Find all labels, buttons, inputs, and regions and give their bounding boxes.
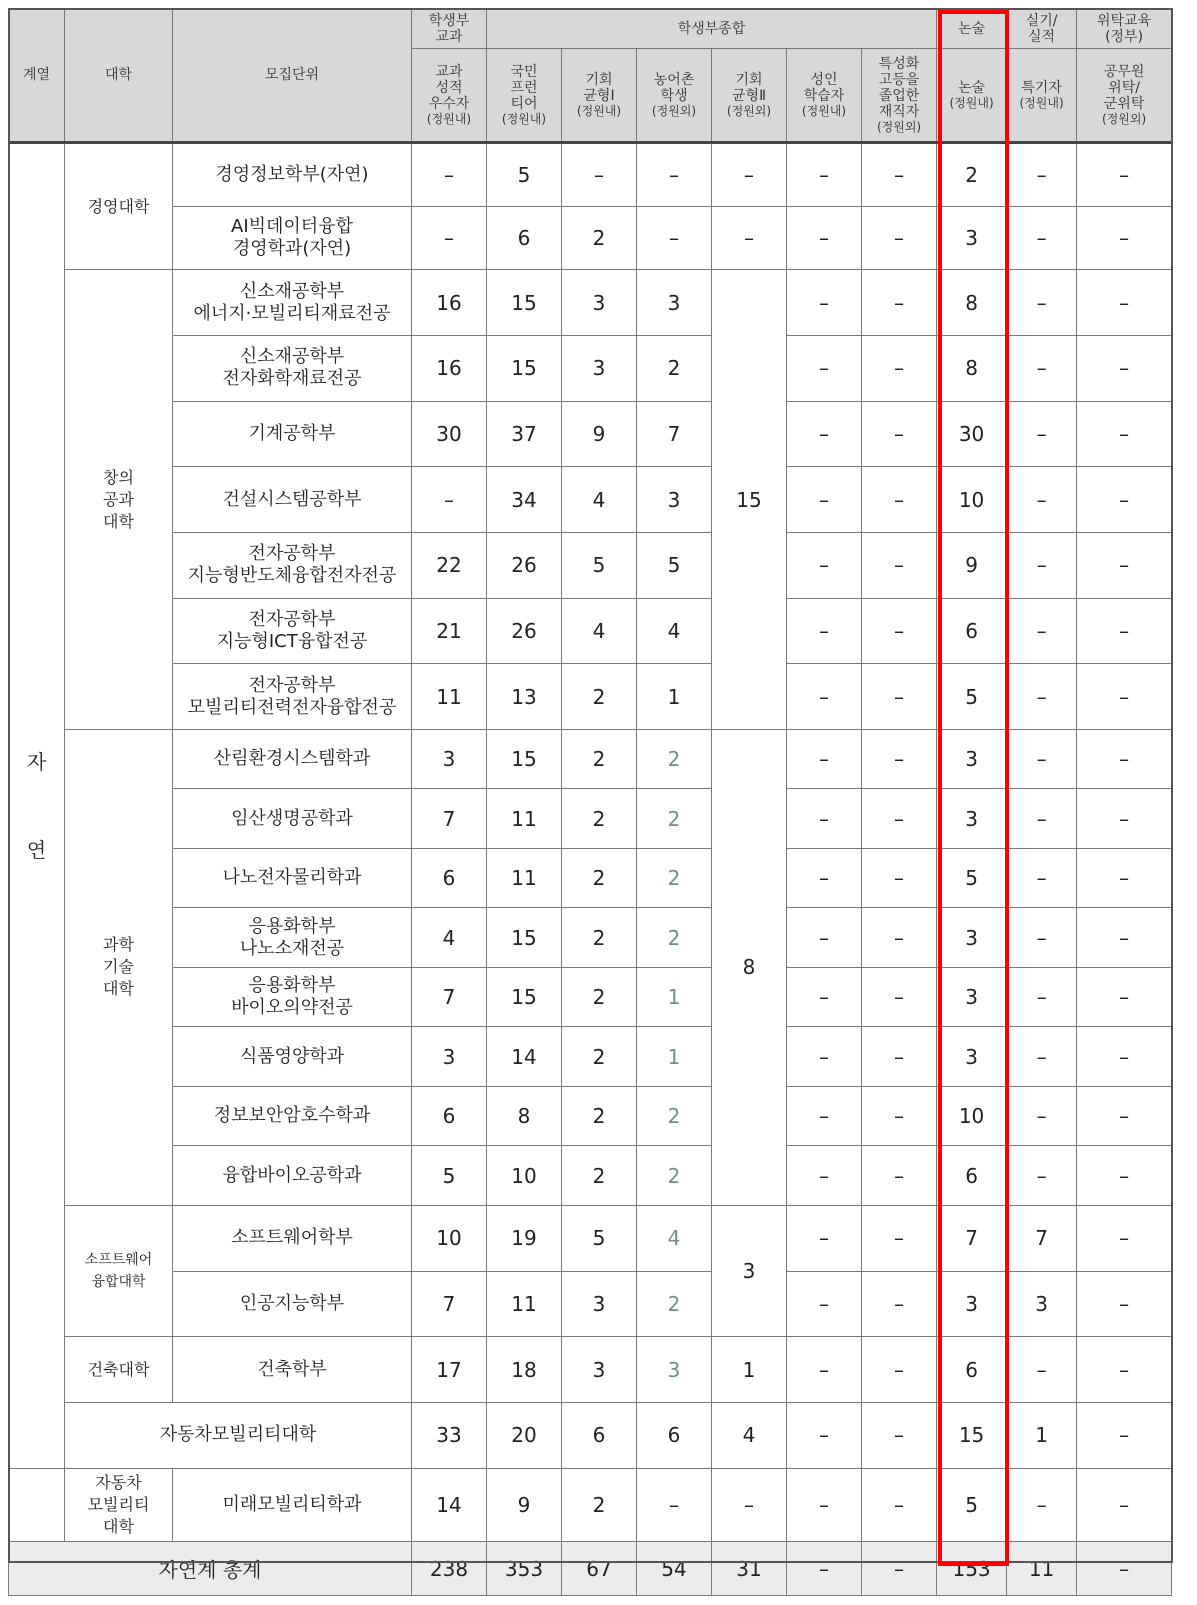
value-cell: 3 [937, 206, 1007, 270]
value-cell: 2 [562, 908, 637, 968]
value-cell: 5 [412, 1146, 487, 1206]
table-row [9, 598, 1172, 664]
value-cell: 2 [637, 335, 712, 401]
value-cell: – [862, 467, 937, 533]
unit-cell: 건설시스템공학부 [173, 467, 412, 533]
value-cell: – [1077, 467, 1172, 533]
value-cell: – [787, 664, 862, 730]
value-cell: – [787, 1468, 862, 1542]
total-value: 238 [412, 1542, 487, 1596]
subheader: 기회 균형Ⅰ (정원내) [562, 49, 637, 143]
value-cell: 3 [937, 729, 1007, 789]
unit-cell: 응용화학부 바이오의약전공 [173, 967, 412, 1027]
value-cell: 3 [937, 967, 1007, 1027]
value-cell: 1 [712, 1337, 787, 1403]
value-cell: 33 [412, 1402, 487, 1468]
value-cell: 7 [937, 1205, 1007, 1271]
value-cell: 5 [937, 848, 1007, 908]
value-cell: 2 [562, 1027, 637, 1087]
value-cell: 4 [637, 1205, 712, 1271]
unit-cell: 신소재공학부 에너지·모빌리티재료전공 [173, 270, 412, 336]
subheader: 논술 (정원내) [937, 49, 1007, 143]
value-cell: – [1077, 401, 1172, 467]
unit-cell: 임산생명공학과 [173, 789, 412, 849]
value-cell: – [787, 206, 862, 270]
value-cell: – [1077, 206, 1172, 270]
college-cell: 소프트웨어 융합대학 [65, 1205, 173, 1336]
value-cell: – [787, 1027, 862, 1087]
value-cell: 15 [487, 335, 562, 401]
value-cell: – [1077, 335, 1172, 401]
value-cell: 6 [487, 206, 562, 270]
value-cell: 15 [487, 729, 562, 789]
total-row [9, 1542, 1172, 1596]
value-cell: – [787, 143, 862, 207]
unit-cell: 신소재공학부 전자화학재료전공 [173, 335, 412, 401]
value-cell: – [1077, 1468, 1172, 1542]
value-cell: – [1077, 1086, 1172, 1146]
value-cell: – [412, 467, 487, 533]
value-cell: 26 [487, 532, 562, 598]
value-cell: 2 [562, 206, 637, 270]
table-row [9, 664, 1172, 730]
value-cell: 22 [412, 532, 487, 598]
value-cell: – [862, 401, 937, 467]
value-cell: 9 [937, 532, 1007, 598]
value-cell: 11 [487, 848, 562, 908]
value-cell: – [862, 1146, 937, 1206]
value-cell: – [787, 532, 862, 598]
total-value: 31 [712, 1542, 787, 1596]
value-cell: – [787, 1205, 862, 1271]
value-cell: – [1007, 967, 1077, 1027]
value-cell: – [862, 335, 937, 401]
value-cell: – [1007, 908, 1077, 968]
value-cell: – [1007, 1027, 1077, 1087]
value-cell: – [787, 1337, 862, 1403]
value-cell: 18 [487, 1337, 562, 1403]
table-row [9, 789, 1172, 849]
value-cell: 3 [637, 1337, 712, 1403]
unit-cell: 인공지능학부 [173, 1271, 412, 1337]
value-cell: 8 [712, 729, 787, 1205]
value-cell: 2 [637, 1271, 712, 1337]
value-cell: – [1007, 598, 1077, 664]
value-cell: 10 [937, 467, 1007, 533]
value-cell: 2 [562, 1086, 637, 1146]
value-cell: 7 [412, 967, 487, 1027]
total-value: 353 [487, 1542, 562, 1596]
value-cell: – [787, 467, 862, 533]
value-cell: 6 [412, 1086, 487, 1146]
value-cell: – [562, 143, 637, 207]
value-cell: 6 [937, 1337, 1007, 1403]
value-cell: – [862, 729, 937, 789]
value-cell: 5 [562, 532, 637, 598]
value-cell: 3 [412, 1027, 487, 1087]
header-record-comprehensive: 학생부종합 [487, 9, 937, 49]
value-cell: – [1007, 729, 1077, 789]
unit-cell: 식품영양학과 [173, 1027, 412, 1087]
total-value: – [787, 1542, 862, 1596]
unit-cell: 전자공학부 지능형ICT융합전공 [173, 598, 412, 664]
value-cell: 15 [937, 1402, 1007, 1468]
table-row [9, 1337, 1172, 1403]
value-cell: – [862, 1337, 937, 1403]
value-cell: – [787, 335, 862, 401]
value-cell: 1 [637, 1027, 712, 1087]
value-cell: – [862, 1271, 937, 1337]
unit-cell: 산림환경시스템학과 [173, 729, 412, 789]
value-cell: – [787, 729, 862, 789]
unit-cell: 미래모빌리티학과 [173, 1468, 412, 1542]
header-commission: 위탁교육 (정부) [1077, 9, 1172, 49]
subheader: 교과 성적 우수자 (정원내) [412, 49, 487, 143]
total-value: 67 [562, 1542, 637, 1596]
value-cell: 5 [637, 532, 712, 598]
value-cell: – [1007, 143, 1077, 207]
college-cell: 건축대학 [65, 1337, 173, 1403]
value-cell: – [1007, 1086, 1077, 1146]
value-cell: – [1077, 598, 1172, 664]
value-cell: 11 [412, 664, 487, 730]
value-cell: 14 [412, 1468, 487, 1542]
value-cell: 2 [562, 967, 637, 1027]
value-cell: 2 [562, 729, 637, 789]
table-row [9, 729, 1172, 789]
value-cell: – [787, 848, 862, 908]
value-cell: 3 [712, 1205, 787, 1336]
value-cell: 20 [487, 1402, 562, 1468]
value-cell: – [787, 598, 862, 664]
header-essay: 논술 [937, 9, 1007, 49]
value-cell: – [637, 206, 712, 270]
value-cell: – [1007, 664, 1077, 730]
value-cell: 10 [487, 1146, 562, 1206]
value-cell: 6 [637, 1402, 712, 1468]
value-cell: – [412, 206, 487, 270]
value-cell: 6 [937, 598, 1007, 664]
value-cell: 3 [937, 1271, 1007, 1337]
table-row [9, 143, 1172, 207]
value-cell: – [787, 967, 862, 1027]
value-cell: 14 [487, 1027, 562, 1087]
value-cell: 3 [937, 908, 1007, 968]
value-cell: – [1007, 1337, 1077, 1403]
value-cell: 16 [412, 270, 487, 336]
table-row [9, 335, 1172, 401]
value-cell: – [1007, 467, 1077, 533]
value-cell: – [787, 270, 862, 336]
value-cell: – [1077, 1027, 1172, 1087]
value-cell: 6 [937, 1146, 1007, 1206]
value-cell: 8 [937, 270, 1007, 336]
value-cell: – [862, 532, 937, 598]
value-cell: – [787, 789, 862, 849]
value-cell: – [1077, 729, 1172, 789]
value-cell: – [1007, 789, 1077, 849]
value-cell: – [1007, 848, 1077, 908]
value-cell: – [1007, 532, 1077, 598]
table-row [9, 270, 1172, 336]
subheader: 성인 학습자 (정원내) [787, 49, 862, 143]
value-cell: – [712, 1468, 787, 1542]
value-cell: 2 [637, 848, 712, 908]
value-cell: 37 [487, 401, 562, 467]
value-cell: – [862, 967, 937, 1027]
subheader: 특기자 (정원내) [1007, 49, 1077, 143]
value-cell: 8 [487, 1086, 562, 1146]
college-unit-cell: 자동차모빌리티대학 [65, 1402, 412, 1468]
value-cell: – [787, 1146, 862, 1206]
value-cell: 11 [487, 1271, 562, 1337]
value-cell: 2 [637, 789, 712, 849]
value-cell: – [637, 143, 712, 207]
value-cell: – [862, 143, 937, 207]
unit-cell: 기계공학부 [173, 401, 412, 467]
value-cell: – [787, 1402, 862, 1468]
value-cell: 2 [637, 908, 712, 968]
value-cell: 1 [1007, 1402, 1077, 1468]
table-row [9, 467, 1172, 533]
unit-cell: AI빅데이터융합 경영학과(자연) [173, 206, 412, 270]
unit-cell: 나노전자물리학과 [173, 848, 412, 908]
header-college: 대학 [65, 9, 173, 143]
value-cell: 17 [412, 1337, 487, 1403]
value-cell: – [1007, 206, 1077, 270]
value-cell: – [862, 1086, 937, 1146]
value-cell: – [1007, 1146, 1077, 1206]
table-row [9, 848, 1172, 908]
unit-cell: 전자공학부 지능형반도체융합전자전공 [173, 532, 412, 598]
value-cell: 1 [637, 664, 712, 730]
value-cell: 16 [412, 335, 487, 401]
value-cell: – [1077, 1146, 1172, 1206]
total-value: – [862, 1542, 937, 1596]
value-cell: 3 [562, 270, 637, 336]
value-cell: 5 [937, 1468, 1007, 1542]
table-row [9, 1086, 1172, 1146]
table-row [9, 1027, 1172, 1087]
value-cell: – [1077, 1205, 1172, 1271]
total-value: 153 [937, 1542, 1007, 1596]
value-cell: – [1007, 270, 1077, 336]
value-cell: 4 [712, 1402, 787, 1468]
value-cell: 6 [412, 848, 487, 908]
value-cell: – [1077, 967, 1172, 1027]
value-cell: 21 [412, 598, 487, 664]
college-cell: 창의 공과 대학 [65, 270, 173, 730]
value-cell: – [1077, 1402, 1172, 1468]
value-cell: 19 [487, 1205, 562, 1271]
subheader: 특성화 고등을 졸업한 재직자 (정원외) [862, 49, 937, 143]
college-cell: 자동차 모빌리티 대학 [65, 1468, 173, 1542]
header-category: 계열 [9, 9, 65, 143]
total-label: 자연계 총계 [9, 1542, 412, 1596]
value-cell: – [787, 908, 862, 968]
table-row [9, 1205, 1172, 1271]
value-cell: – [862, 1468, 937, 1542]
value-cell: 15 [487, 908, 562, 968]
value-cell: – [1007, 401, 1077, 467]
unit-cell: 정보보안암호수학과 [173, 1086, 412, 1146]
value-cell: 4 [637, 598, 712, 664]
unit-cell: 건축학부 [173, 1337, 412, 1403]
value-cell: 2 [562, 848, 637, 908]
value-cell: – [862, 598, 937, 664]
table-row [9, 1271, 1172, 1337]
value-cell: – [862, 1205, 937, 1271]
table-row [9, 1146, 1172, 1206]
value-cell: – [862, 270, 937, 336]
value-cell: – [712, 206, 787, 270]
value-cell: – [862, 206, 937, 270]
value-cell: 4 [562, 467, 637, 533]
table-row [9, 908, 1172, 968]
table-row [9, 401, 1172, 467]
value-cell: 5 [562, 1205, 637, 1271]
value-cell: – [1077, 664, 1172, 730]
value-cell: – [1077, 532, 1172, 598]
value-cell: 10 [937, 1086, 1007, 1146]
value-cell: – [862, 848, 937, 908]
value-cell: 2 [562, 1146, 637, 1206]
value-cell: 3 [637, 270, 712, 336]
table-row [9, 206, 1172, 270]
value-cell: – [1007, 335, 1077, 401]
value-cell: – [787, 1271, 862, 1337]
value-cell: – [1077, 848, 1172, 908]
value-cell: – [712, 143, 787, 207]
total-value: 54 [637, 1542, 712, 1596]
value-cell: – [787, 401, 862, 467]
value-cell: 2 [637, 729, 712, 789]
unit-cell: 경영정보학부(자연) [173, 143, 412, 207]
value-cell: 13 [487, 664, 562, 730]
value-cell: 2 [937, 143, 1007, 207]
value-cell: – [1077, 1271, 1172, 1337]
subheader: 기회 균형Ⅱ (정원외) [712, 49, 787, 143]
value-cell: 3 [937, 1027, 1007, 1087]
value-cell: – [862, 1402, 937, 1468]
value-cell: – [787, 1086, 862, 1146]
value-cell: 6 [562, 1402, 637, 1468]
value-cell: 15 [487, 967, 562, 1027]
value-cell: – [1077, 270, 1172, 336]
value-cell: 34 [487, 467, 562, 533]
unit-cell: 전자공학부 모빌리티전력전자융합전공 [173, 664, 412, 730]
table-row [9, 1402, 1172, 1468]
value-cell: 3 [937, 789, 1007, 849]
value-cell: 3 [637, 467, 712, 533]
value-cell: – [862, 789, 937, 849]
value-cell: 15 [487, 270, 562, 336]
value-cell: 3 [562, 335, 637, 401]
college-cell: 과학 기술 대학 [65, 729, 173, 1205]
value-cell: 26 [487, 598, 562, 664]
total-value: – [1077, 1542, 1172, 1596]
college-cell: 경영대학 [65, 143, 173, 270]
value-cell: – [862, 1027, 937, 1087]
admissions-table [8, 8, 1172, 1596]
value-cell: 11 [487, 789, 562, 849]
value-cell: – [1077, 908, 1172, 968]
category-cell: 자 연 [9, 143, 65, 1469]
table-row [9, 1468, 1172, 1542]
header-unit: 모집단위 [173, 9, 412, 143]
value-cell: 2 [637, 1086, 712, 1146]
value-cell: 5 [487, 143, 562, 207]
value-cell: – [412, 143, 487, 207]
value-cell: 2 [562, 789, 637, 849]
table-row [9, 967, 1172, 1027]
value-cell: – [862, 664, 937, 730]
value-cell: 2 [637, 1146, 712, 1206]
value-cell: – [637, 1468, 712, 1542]
value-cell: 7 [1007, 1205, 1077, 1271]
unit-cell: 응용화학부 나노소재전공 [173, 908, 412, 968]
value-cell: 5 [937, 664, 1007, 730]
value-cell: – [1077, 143, 1172, 207]
unit-cell: 소프트웨어학부 [173, 1205, 412, 1271]
value-cell: 15 [712, 270, 787, 730]
value-cell: – [1077, 1337, 1172, 1403]
value-cell: 3 [1007, 1271, 1077, 1337]
total-value: 11 [1007, 1542, 1077, 1596]
value-cell: 9 [487, 1468, 562, 1542]
value-cell: 7 [637, 401, 712, 467]
value-cell: – [1007, 1468, 1077, 1542]
value-cell: 3 [562, 1337, 637, 1403]
value-cell: 2 [562, 1468, 637, 1542]
value-cell: – [862, 908, 937, 968]
value-cell: 8 [937, 335, 1007, 401]
value-cell: 3 [562, 1271, 637, 1337]
value-cell: 1 [637, 967, 712, 1027]
value-cell: 4 [412, 908, 487, 968]
subheader: 국민 프런 티어 (정원내) [487, 49, 562, 143]
unit-cell: 융합바이오공학과 [173, 1146, 412, 1206]
value-cell: 30 [937, 401, 1007, 467]
table-row [9, 532, 1172, 598]
value-cell: 30 [412, 401, 487, 467]
value-cell: 10 [412, 1205, 487, 1271]
value-cell: 7 [412, 1271, 487, 1337]
subheader: 공무원 위탁/ 군위탁 (정원외) [1077, 49, 1172, 143]
value-cell: 9 [562, 401, 637, 467]
value-cell: 4 [562, 598, 637, 664]
value-cell: 3 [412, 729, 487, 789]
value-cell: 7 [412, 789, 487, 849]
category-cell-cont [9, 1468, 65, 1542]
subheader: 농어촌 학생 (정원외) [637, 49, 712, 143]
value-cell: – [1077, 789, 1172, 849]
header-record-subject: 학생부 교과 [412, 9, 487, 49]
value-cell: 2 [562, 664, 637, 730]
header-practical: 실기/ 실적 [1007, 9, 1077, 49]
